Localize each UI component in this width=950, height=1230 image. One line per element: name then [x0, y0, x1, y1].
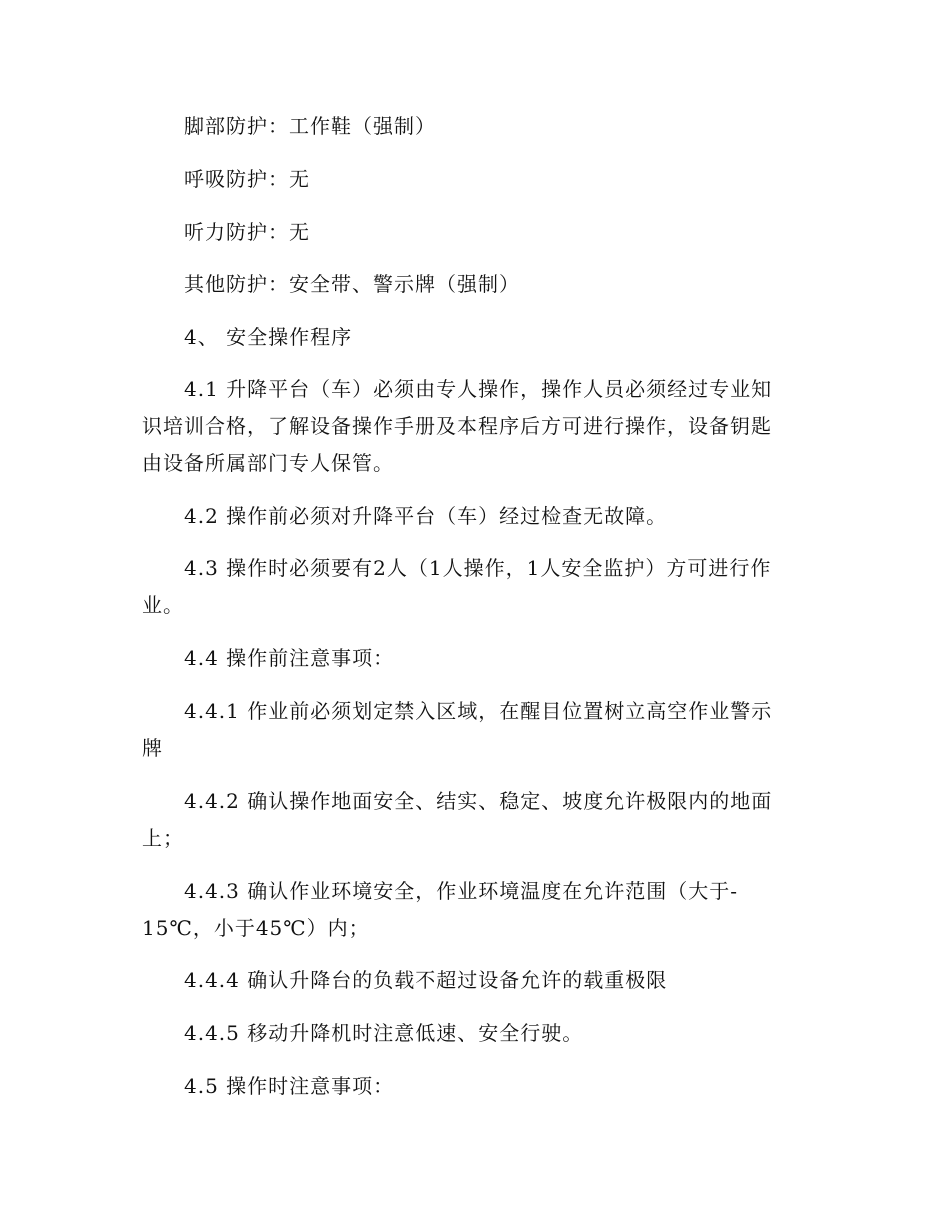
paragraph-4-4-2-line-1: 4.4.2 确认操作地面安全、结实、稳定、坡度允许极限内的地面 [184, 789, 773, 813]
paragraph-4-4-1-line-1: 4.4.1 作业前必须划定禁入区域，在醒目位置树立高空作业警示 [184, 699, 773, 723]
paragraph-4-1-line-3: 由设备所属部门专人保管。 [142, 451, 394, 475]
paragraph-4-1-line-2: 识培训合格，了解设备操作手册及本程序后方可进行操作，设备钥匙 [142, 414, 772, 438]
paragraph-4-4-4: 4.4.4 确认升降台的负载不超过设备允许的载重极限 [184, 968, 668, 992]
paragraph-4-4: 4.4 操作前注意事项： [184, 646, 395, 670]
paragraph-4-4-3-line-1: 4.4.3 确认作业环境安全，作业环境温度在允许范围（大于- [184, 879, 739, 903]
paragraph-foot-protection: 脚部防护：工作鞋（强制） [184, 114, 436, 138]
paragraph-4-2: 4.2 操作前必须对升降平台（车）经过检查无故障。 [184, 504, 668, 528]
paragraph-4-4-5: 4.4.5 移动升降机时注意低速、安全行驶。 [184, 1021, 584, 1045]
paragraph-4-1-line-1: 4.1 升降平台（车）必须由专人操作，操作人员必须经过专业知 [184, 377, 773, 401]
paragraph-4-4-3-line-2: 15℃，小于45℃）内； [142, 916, 370, 940]
section-heading-4: 4、 安全操作程序 [184, 325, 353, 349]
paragraph-4-4-1-line-2: 牌 [142, 736, 163, 760]
paragraph-4-5: 4.5 操作时注意事项： [184, 1074, 395, 1098]
paragraph-4-4-2-line-2: 上； [142, 826, 184, 850]
paragraph-respiratory-protection: 呼吸防护：无 [184, 167, 310, 191]
paragraph-4-3-line-2: 业。 [142, 593, 184, 617]
paragraph-other-protection: 其他防护：安全带、警示牌（强制） [184, 272, 520, 296]
paragraph-hearing-protection: 听力防护：无 [184, 220, 310, 244]
paragraph-4-3-line-1: 4.3 操作时必须要有2人（1人操作，1人安全监护）方可进行作 [184, 556, 772, 580]
